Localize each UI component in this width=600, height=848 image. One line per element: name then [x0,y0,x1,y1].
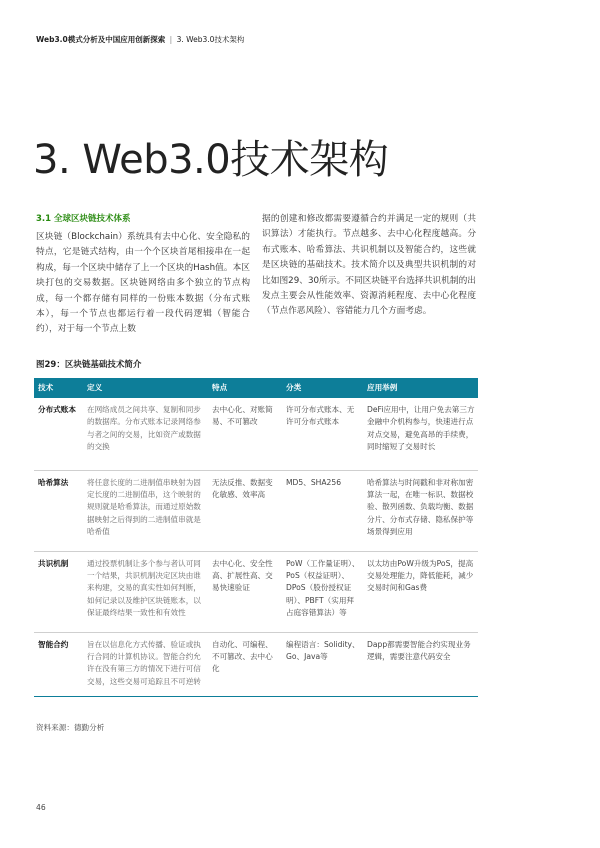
tech-example: 以太坊由PoW升级为PoS，提高交易处理能力，降低能耗，减少交易时间和Gas费 [363,551,478,632]
tech-category: 许可分布式账本、无许可分布式账本 [282,398,363,470]
tech-features: 无法反推、数据变化敏感、效率高 [208,470,282,551]
header-definition: 定义 [83,378,208,398]
tech-name: 智能合约 [34,632,83,697]
tech-features: 去中心化、对账简易、不可篡改 [208,398,282,470]
table-row [34,551,478,632]
tech-example: DeFi应用中，让用户免去第三方金融中介机构参与，快速进行点对点交易，避免高昂的手续费，同时缩短了交易时长 [363,398,478,470]
header-tech: 技术 [34,378,83,398]
table-row [34,398,478,470]
tech-example: Dapp都需要智能合约实现业务逻辑，需要注意代码安全 [363,632,478,697]
header-separator: | [169,35,173,44]
tech-name: 分布式账本 [34,398,83,470]
running-header [36,34,244,45]
body-paragraph-right: 据的创建和修改都需要遵循合约并满足一定的规则（共识算法）才能执行。节点越多、去中心化程度越高。分布式账本、哈希算法、共识机制以及智能合约，这些就是区块链的基础技术。技术简介以及典型共识机制的对比如图29、30所示。不同区块链平台选择共识机制的出发点主要会从性能效率、资源消耗程度、去中心化程度（节点作恶风险）、容错能力几个方面考虑。 [262,214,476,317]
text-column-left [36,212,250,338]
section-heading: 3.1 全球区块链技术体系 [36,214,131,224]
tech-category: PoW（工作量证明）、PoS（权益证明）、DPoS（股份授权证明）、PBFT（实用拜占庭容错算法）等 [282,551,363,632]
tech-category: MD5、SHA256 [282,470,363,551]
tech-definition: 旨在以信息化方式传播、验证或执行合同的计算机协议。智能合约允许在没有第三方的情况下进行可信交易，这些交易可追踪且不可逆转 [83,632,208,697]
source-note: 资料来源：德勤分析 [36,723,105,732]
tech-definition: 在网络成员之间共享、复制和同步的数据库。分布式账本记录网络参与者之间的交易，比如资产或数据的交换 [83,398,208,470]
header-example: 应用举例 [363,378,478,398]
header-section: 3. Web3.0技术架构 [176,35,245,44]
text-column-right [262,212,476,320]
tech-name: 共识机制 [34,551,83,632]
tech-example: 哈希算法与时间戳和非对称加密算法一起，在唯一标识、数据校验、散列函数、负载均衡、数据分片、分布式存储、隐私保护等场景得到应用 [363,470,478,551]
body-paragraph-left: 区块链（Blockchain）系统具有去中心化、安全隐私的特点，它是链式结构，由一个个区块首尾相接串在一起构成，每一个区块中储存了上一个区块的Hash值。本区块打包的交易数据。区块链网络由多个独立的节点构成，每一个都存储有同样的一份账本数据（分布式账本），每一个节点也都运行着一段代码逻辑（智能合约），对于每一个节点上数 [36,232,250,335]
page-number: 46 [36,803,46,812]
tech-definition: 将任意长度的二进制值串映射为固定长度的二进制值串，这个映射的规则就是哈希算法，而通过原始数据映射之后得到的二进制值串就是哈希值 [83,470,208,551]
tech-table [34,378,478,697]
tech-name: 哈希算法 [34,470,83,551]
tech-definition: 通过投票机制让多个参与者认可同一个结果，共识机制决定区块由谁来构建，交易的真实性如何判断，如何记录以及维护区块链账本，以保证最终结果一致性和有效性 [83,551,208,632]
header-report-title: Web3.0模式分析及中国应用创新探索 [36,35,166,44]
table-header-row [34,378,478,398]
tech-features: 自动化、可编程、不可篡改、去中心化 [208,632,282,697]
header-category: 分类 [282,378,363,398]
table-row [34,470,478,551]
header-features: 特点 [208,378,282,398]
tech-features: 去中心化、安全性高、扩展性高、交易快速验证 [208,551,282,632]
tech-category: 编程语言：Solidity、Go、Java等 [282,632,363,697]
table-row [34,632,478,697]
page-title: 3. Web3.0技术架构 [33,137,389,183]
figure-title: 图29：区块链基础技术简介 [36,360,142,370]
